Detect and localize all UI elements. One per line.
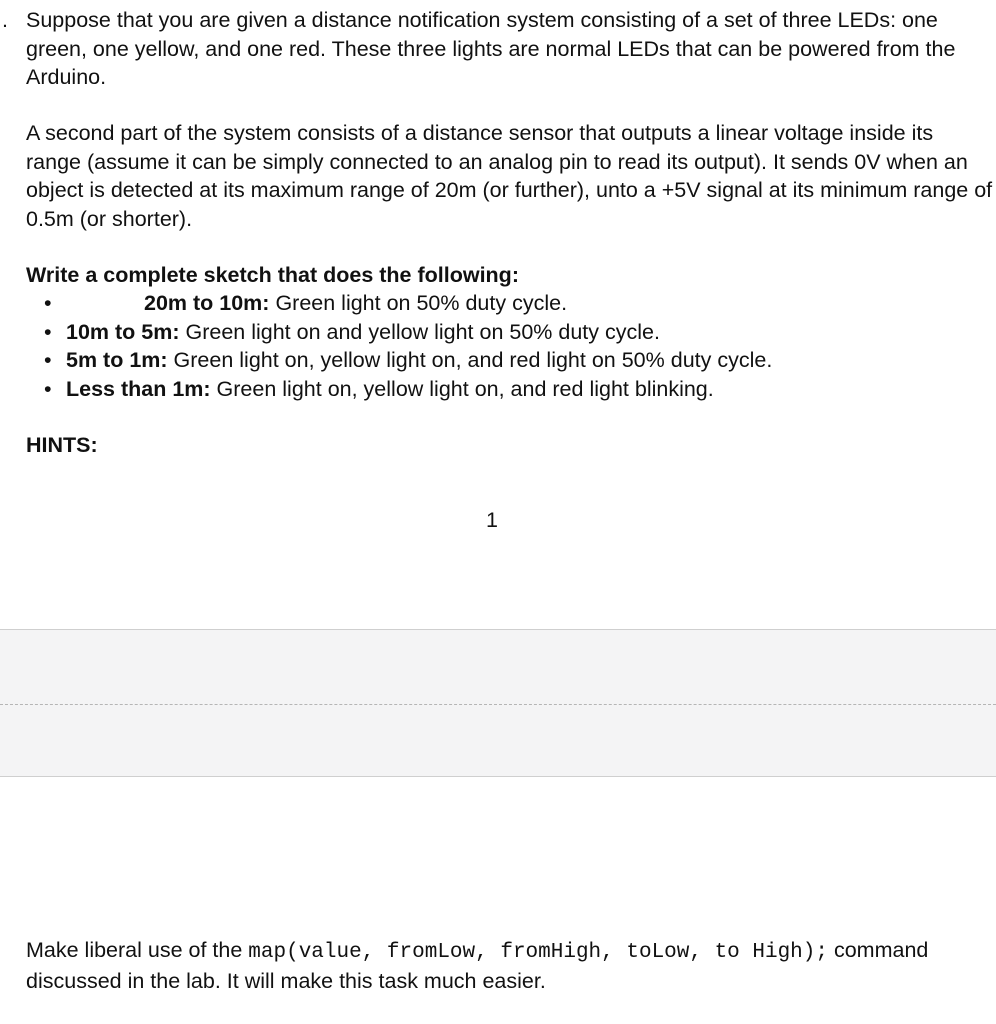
range-term: 20m to 10m: xyxy=(144,291,270,315)
requirements-list xyxy=(26,289,986,403)
bullet-icon: • xyxy=(44,291,52,315)
page-break-band xyxy=(0,629,996,777)
list-item xyxy=(26,375,986,404)
page-number: 1 xyxy=(486,508,498,532)
hints-heading: HINTS: xyxy=(26,433,98,457)
bullet-icon: • xyxy=(44,376,52,401)
range-description: Green light on 50% duty cycle. xyxy=(269,291,568,315)
footer-hint xyxy=(26,936,994,996)
range-term: 10m to 5m: xyxy=(66,319,180,344)
range-description: Green light on and yellow light on 50% duty cycle. xyxy=(179,319,660,344)
bullet-icon: • xyxy=(44,348,52,372)
footer-text-before: Make liberal use of the xyxy=(26,938,249,962)
page-break-divider xyxy=(0,704,996,705)
range-term: 5m to 1m: xyxy=(66,348,168,372)
sensor-paragraph: A second part of the system consists of a distance sensor that outputs a linear voltage inside its range (assume it can be simply connected to an analog pin to read its output). It sends 0V when an object is detected at its maximum range of 20m (or further), unto a +5V signal at its minimum range of 0.5m (or shorter). xyxy=(26,121,993,231)
range-term: Less than 1m: xyxy=(66,376,211,401)
intro-paragraph: Suppose that you are given a distance notification system consisting of a set of three LEDs: one green, one yellow, and one red. These three lights are normal LEDs that can be powered from the Arduino. xyxy=(26,8,956,89)
item-marker: . xyxy=(2,8,8,32)
footer-text-after: command discussed in the lab. It will make this task much easier. xyxy=(26,938,929,993)
list-item xyxy=(26,289,986,318)
list-item xyxy=(26,318,986,347)
range-description: Green light on, yellow light on, and red light blinking. xyxy=(210,376,714,401)
range-description: Green light on, yellow light on, and red light on 50% duty cycle. xyxy=(167,348,773,372)
bullet-icon: • xyxy=(44,319,52,344)
task-heading: Write a complete sketch that does the following: xyxy=(26,263,519,287)
map-function-code: map(value, fromLow, fromHigh, toLow, to High); xyxy=(248,941,828,964)
list-item xyxy=(26,346,986,375)
